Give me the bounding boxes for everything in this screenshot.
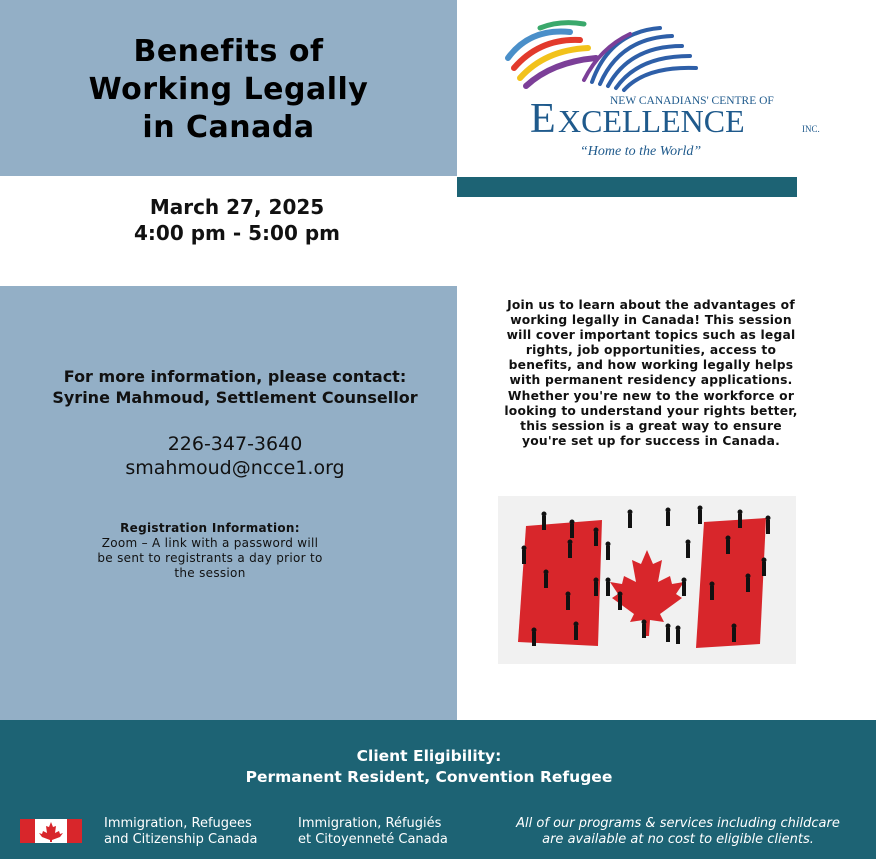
ircc-fr-line: Immigration, Réfugiés: [298, 816, 442, 831]
description-line: looking to understand your rights better,: [504, 403, 798, 418]
event-date: March 27, 2025: [149, 195, 325, 219]
ircc-english: [104, 816, 258, 848]
logo-word: XCELLENCE: [558, 103, 745, 139]
flag-left-band: [518, 520, 602, 646]
cost-note-line: All of our programs & services including childcare: [516, 816, 840, 831]
contact-details: [0, 432, 470, 480]
ircc-french: [298, 816, 448, 848]
client-eligibility: [0, 746, 858, 788]
event-title: [0, 33, 457, 147]
registration-info: [70, 521, 350, 581]
title-line: Working Legally: [88, 72, 369, 107]
eligibility-title: Client Eligibility:: [356, 747, 502, 765]
cost-note: [500, 816, 856, 848]
logo-suffix: INC.: [802, 124, 820, 134]
contact-heading-line: For more information, please contact:: [63, 367, 407, 386]
description-line: with permanent residency applications.: [509, 373, 793, 388]
description-line: Join us to learn about the advantages of: [507, 298, 795, 312]
canada-flag-people-image: [498, 496, 796, 664]
logo-big-e: E: [530, 96, 556, 142]
logo-tagline: “Home to the World”: [580, 144, 702, 159]
ircc-en-line: and Citizenship Canada: [104, 832, 258, 847]
title-line: in Canada: [142, 110, 315, 145]
registration-line: the session: [174, 566, 246, 580]
contact-panel: [0, 286, 457, 720]
description-line: benefits, and how working legally helps: [508, 358, 794, 373]
description-line: Whether you're new to the workforce or: [507, 388, 795, 403]
contact-person: Syrine Mahmoud, Settlement Counsellor: [52, 388, 418, 407]
logo-line1: NEW CANADIANS' CENTRE OF: [610, 95, 774, 107]
title-line: Benefits of: [133, 34, 324, 69]
canada-flag-icon: [20, 819, 82, 843]
contact-heading: [0, 366, 470, 408]
event-datetime: [0, 194, 474, 246]
ncce-logo: [500, 18, 845, 160]
description-line: you're set up for success in Canada.: [522, 433, 780, 448]
registration-line: be sent to registrants a day prior to: [97, 551, 323, 565]
cost-note-line: are available at no cost to eligible clients.: [542, 832, 814, 847]
contact-phone[interactable]: 226-347-3640: [167, 433, 303, 455]
ircc-fr-line: et Citoyenneté Canada: [298, 832, 448, 847]
accent-bar: [457, 177, 797, 197]
description-line: rights, job opportunities, access to: [525, 343, 777, 358]
description-line: this session is a great way to ensure: [520, 418, 782, 433]
logo-swoosh-icon: [508, 23, 696, 90]
registration-title: Registration Information:: [120, 521, 300, 535]
description-line: will cover important topics such as legal: [506, 328, 796, 343]
flag-right-band: [696, 518, 766, 648]
event-description: [486, 298, 816, 449]
eligibility-text: Permanent Resident, Convention Refugee: [245, 768, 613, 786]
event-time: 4:00 pm - 5:00 pm: [134, 221, 340, 245]
description-line: working legally in Canada! This session: [510, 313, 792, 328]
ircc-en-line: Immigration, Refugees: [104, 816, 252, 831]
registration-line: Zoom – A link with a password will: [101, 536, 319, 550]
contact-email[interactable]: smahmoud@ncce1.org: [125, 457, 345, 479]
